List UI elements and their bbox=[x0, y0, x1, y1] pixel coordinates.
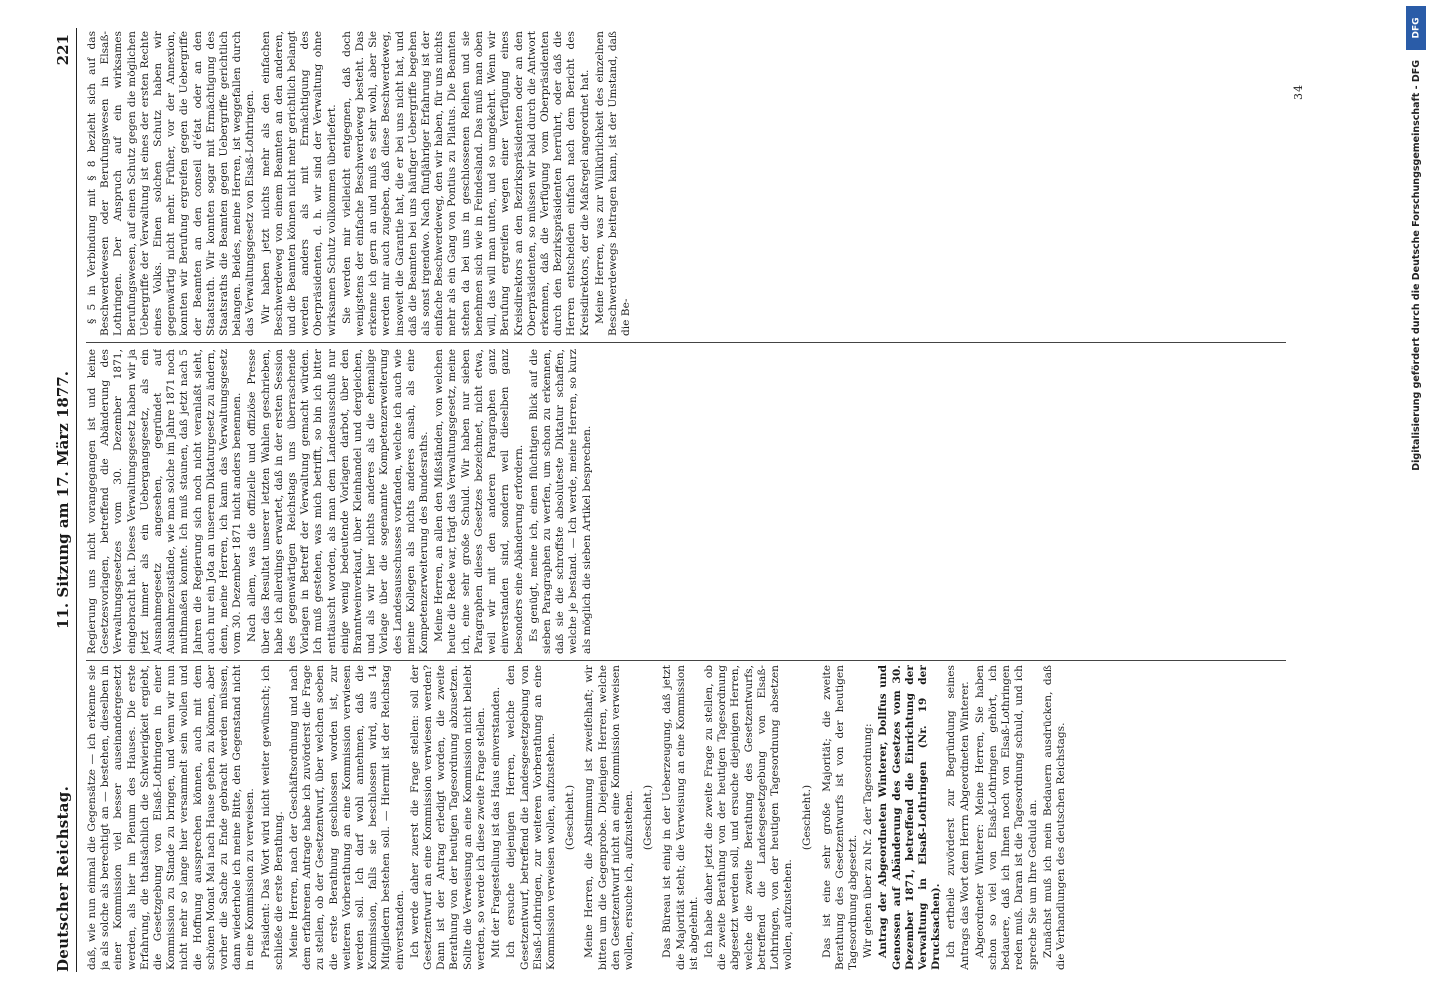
header-session-date: 11. Sitzung am 17. März 1877. bbox=[54, 371, 72, 629]
text-column-middle bbox=[86, 349, 1286, 654]
body-paragraph: Ich werde daher zuerst die Frage stellen: soll der Gesetzentwurf an eine Kommission verwiesen werden? Dann ist der Antrag erledigt worden, die zweite Berathung von der heutigen Tagesordnung abzusetzen. Sollte die Verweisung an eine Kommission nicht beliebt werden, so werde ich diese zweite Frage stellen. bbox=[408, 665, 487, 970]
body-paragraph: Präsident: Das Wort wird nicht weiter gewünscht; ich schließe die erste Berathung. bbox=[259, 665, 285, 970]
sheet-signature: 34 bbox=[1292, 84, 1305, 100]
body-paragraph: Meine Herren, an allen den Mißständen, von welchen heute die Rede war, trägt das Verwaltungsgesetz, meine ich, eine sehr große Schuld. Wir haben nur sieben Paragraphen dieses Gesetzes bezeichnet, nicht etwa, weil wir mit den anderen Paragraphen ganz einverstanden sind, sondern weil dieselben ganz besonders eine Abänderung erfordern. bbox=[433, 349, 525, 654]
body-paragraph: Zunächst muß ich mein Bedauern ausdrücken, daß die Verhandlungen des deutschen Reichstags. bbox=[1041, 665, 1068, 970]
body-paragraph: Nach allem, was die offizielle und offiziöse Presse über das Resultat unserer letzten Wahlen geschrieben, habe ich allerdings erwartet, daß in der ersten Session des gegenwärtigen Reichstags uns überraschende Vorlagen in Betreff der Verwaltung gemacht würden. Ich muß gestehen, was mich betrifft, so bin ich bitter enttäuscht worden, als man dem Landesausschuß nur einige wenig bedeutende Vorlagen darbot, über den Branntweinverkauf, über Kleinhandel und dergleichen, und als wir hier nichts anderes als die ehemalige Vorlage über die sogenannte Kompetenzerweiterung des Landesausschusses vorfanden, welche ich auch wie meine Kollegen als nichts anderes ansah, als eine Kompetenzerweiterung des Bundesraths. bbox=[246, 349, 431, 654]
body-paragraph: Das Büreau ist einig in der Ueberzeugung, daß jetzt die Majorität steht; die Verweisung an eine Kommission ist abgelehnt. bbox=[661, 665, 700, 970]
stage-direction: (Geschieht.) bbox=[801, 784, 814, 851]
text-column-left bbox=[86, 665, 1286, 970]
body-paragraph: daß, wie nun einmal die Gegensätze — ich erkenne sie ja als solche als berechtigt an — bestehen, dieselben in einer Kommission viel besser auseinandergesetzt werden, als hier im Plenum des Hauses. Die erste Erfahrung, die thatsächlich die Schwierigkeit ergiebt, die Gesetzgebung von Elsaß-Lothringen in einer Kommission zu Stande zu bringen, und wenn wir nun nicht mehr so lange hier versammelt sein wollen und die Hoffnung aussprechen können, auch mit dem schönen Monat Mai nach Hause gehen zu können, aber vorher die Sache zu Ende gebracht werden müssen, dann wiederhole ich meine Bitte, den Gegenstand nicht in eine Kommission zu verweisen. bbox=[86, 665, 257, 970]
body-paragraph: Wir gehen über zu Nr. 2 der Tagesordnung: bbox=[862, 723, 875, 958]
body-paragraph: Es genügt, meine ich, einen flüchtigen Blick auf die sieben Paragraphen zu werfen, um schon zu erkennen, daß sie die schroffste absoluteste Diktatur schaffen, welche je bestand. — Ich werde, meine Herren, so kurz als möglich die sieben Artikel besprechen. bbox=[527, 349, 593, 654]
body-paragraph: § 5 in Verbindung mit § 8 bezieht sich auf das Beschwerdewesen oder Berufungswesen in Elsaß-Lothringen. Der Anspruch auf ein wirksames Berufungswesen, auf einen Schutz gegen die möglichen Uebergriffe der Verwaltung ist eines der ersten Rechte eines Volks. Einen solchen Schutz haben wir gegenwärtig nicht mehr. Früher, vor der Annexion, konnten wir Berufung ergreifen gegen die Uebergriffe der Beamten an den conseil d'état oder an den Staatsrath. Wir konnten sogar mit Ermächtigung des Staatsraths die Beamten gegen Uebergriffe gerichtlich belangen. Beides, meine Herren, ist weggefallen durch das Verwaltungsgesetz von Elsaß-Lothringen. bbox=[86, 31, 257, 336]
column-divider bbox=[86, 342, 1286, 343]
stage-direction: (Geschieht.) bbox=[642, 784, 655, 851]
header-publication-title: Deutscher Reichstag. bbox=[54, 785, 72, 972]
body-paragraph: Abgeordneter Winterer: Meine Herren, Sie haben schon so viel von Elsaß-Lothringen gehört, ich bedauere, daß ich Ihnen noch von Elsaß-Lothringen reden muß. Daran ist die Tagesordnung schuld, und ich spreche Sie um Ihre Geduld an. bbox=[973, 665, 1039, 970]
body-paragraph: Meine Herren, nach der Geschäftsordnung und nach dem erfahrenen Antrage habe ich zuvörderst die Frage zu stellen, ob der Gesetzentwurf, über welchen soeben die erste Berathung geschlossen worden ist, zur weiteren Vorberathung an eine Kommission verwiesen werden soll. Ich darf wohl annehmen, daß die Kommission, falls sie beschlossen wird, aus 14 Mitgliedern bestehen soll. — Hiermit ist der Reichstag einverstanden. bbox=[288, 665, 406, 970]
body-paragraph: Mit der Fragestellung ist das Haus einverstanden. bbox=[490, 686, 503, 958]
body-paragraph: Meine Herren, die Abstimmung ist zweifelhaft; wir bitten um die Gegenprobe. Diejenigen Herren, welche den Gesetzentwurf nicht an eine Kommission verweisen wollen, ersuche ich, aufzustehen. bbox=[583, 665, 635, 970]
text-column-right bbox=[86, 31, 1286, 336]
column-divider bbox=[86, 660, 1286, 661]
body-paragraph: Ich ertheile zuvörderst zur Begründung seines Antrags das Wort dem Herrn Abgeordneten Winterer. bbox=[945, 665, 971, 970]
body-paragraph: Regierung uns nicht vorangegangen ist und keine Gesetzesvorlagen, betreffend die Abänderung des Verwaltungsgesetzes vom 30. Dezember 1871, eingebracht hat. Dieses Verwaltungsgesetz haben wir ja jetzt immer als ein Uebergangsgesetz, als ein Ausnahmegesetz angesehen, gegründet auf Ausnahmezustände, wie man solche im Jahre 1871 noch muthmaßen konnte. Ich muß staunen, daß jetzt nach 5 Jahren die Regierung sich noch nicht veranlaßt sieht, auch nur ein Jota an unserem Diktaturgesetz zu ändern, denn, meine Herren, ich kann das Verwaltungsgesetz vom 30. Dezember 1871 nicht anders benennen. bbox=[86, 349, 244, 654]
body-paragraph: Antrag der Abgeordneten Winterer, Dollfus und Genossen auf Abänderung des Gesetzes vom 30. Dezember 1871, betreffend die Einrichtung der Verwaltung in Elsaß-Lothringen (Nr. 19 der Drucksachen). bbox=[877, 665, 943, 970]
body-paragraph: Das ist eine sehr große Majorität; die zweite Berathung des Gesetzentwurfs ist von der heutigen Tagesordnung abgesetzt. bbox=[820, 665, 859, 970]
body-paragraph: Sie werden mir vielleicht entgegnen, daß doch wenigstens der einfache Beschwerdeweg besteht. Das erkenne ich gern an und muß es sehr wohl, aber Sie werden mir auch zugeben, daß diese Beschwerdeweg, insoweit die Garantie hat, die er bei uns nicht hat, und daß die Beamten bei uns häufiger Uebergriffe begehen als sonst irgendwo. Nach fünfjähriger Erfahrung ist der einfache Beschwerdeweg, den wir haben, für uns nichts mehr als ein Gang von Pontius zu Pilatus. Die Beamten stehen da bei uns in geschlossenen Reihen und sie benehmen sich wie in Feindesland. Das muß man oben will, das will man unten, und so umgekehrt. Wenn wir Berufung ergreifen wegen einer Verfügung eines Kreisdirektors an den Bezirkspräsidenten oder an den Oberpräsidenten, so müssen wir bald durch die Antwort erkennen, daß die Verfügung vom Oberpräsidenten durch den Bezirkspräsidenten herrührt, oder daß die Herren entscheiden einfach nach dem Bericht des Kreisdirektors, der die Maßregel angeordnet hat. bbox=[340, 31, 591, 336]
body-paragraph: Ich habe daher jetzt die zweite Frage zu stellen, ob die zweite Berathung von der heutigen Tagesordnung abgesetzt werden soll, und ersuche diejenigen Herren, welche die zweite Berathung des Gesetzentwurfs, betreffend die Landesgesetzgebung von Elsaß-Lothringen, von der heutigen Tagesordnung absetzen wollen, aufzustehen. bbox=[702, 665, 795, 970]
page-header bbox=[52, 28, 77, 972]
body-paragraph: Meine Herren, was zur Willkürlichkeit des einzelnen Beschwerdewegs beitragen kann, ist der Umstand, daß die Be- bbox=[593, 31, 633, 336]
body-paragraph: Ich ersuche diejenigen Herren, welche den Gesetzentwurf, betreffend die Landesgesetzgebung von Elsaß-Lothringen, zur weiteren Vorberathung an eine Kommission verweisen wollen, aufzustehen. bbox=[505, 665, 557, 970]
dfg-logo-icon: DFG bbox=[1406, 6, 1426, 50]
digitization-sidebar bbox=[1400, 0, 1432, 1000]
body-paragraph: Wir haben jetzt nichts mehr als den einfachen Beschwerdeweg von einem Beamten an den anderen, und die Beamten können nicht mehr gerichtlich belangt werden anders als mit Ermächtigung des Oberpräsidenten, d. h. wir sind der Verwaltung ohne wirksamen Schutz vollkommen überliefert. bbox=[259, 31, 338, 336]
header-page-number: 221 bbox=[54, 34, 72, 66]
dfg-credit-line: Digitalisierung gefördert durch die Deutsche Forschungsgemeinschaft - DFG bbox=[1410, 60, 1422, 471]
stage-direction: (Geschieht.) bbox=[564, 784, 577, 851]
